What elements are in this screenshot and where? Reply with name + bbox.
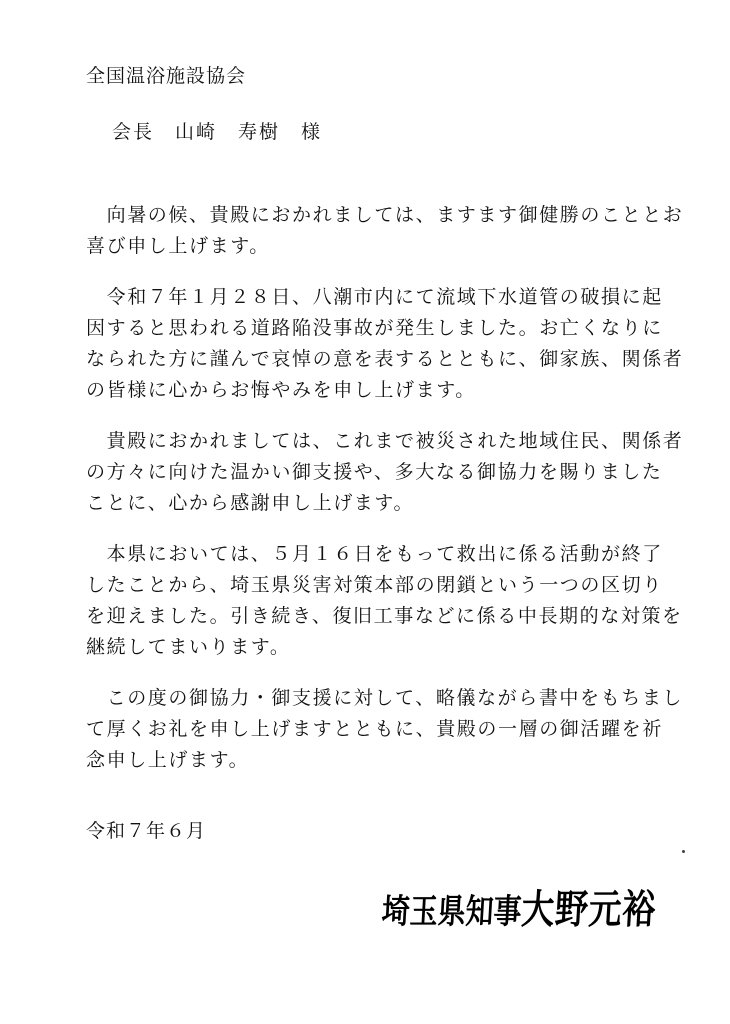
body-line: 貴殿におかれましては、これまで被災された地域住民、関係者 [86,430,684,452]
paragraph-greeting [86,200,686,262]
body-line: を迎えました。引き続き、復旧工事などに係る中長期的な対策を [86,605,683,627]
letter-date: 令和７年６月 [86,820,207,842]
body-line: 因すると思われる道路陥没事故が発生しました。お亡くなりに [86,317,663,339]
paragraph-incident [86,282,686,406]
body-line: 向暑の候、貴殿におかれましては、ますます御健勝のこととお [86,204,684,226]
paragraph-gratitude [86,426,686,519]
signature-title: 埼玉県知事 [380,892,523,932]
body-line: 喜び申し上げます。 [86,235,270,257]
body-line: 令和７年１月２８日、八潮市内にて流域下水道管の破損に起 [86,286,663,308]
body-line: て厚くお礼を申し上げますとともに、貴殿の一層の御活躍を祈 [86,718,663,740]
body-line: の方々に向けた温かい御支援や、多大なる御協力を賜りました [86,461,663,483]
paragraph-closing [86,683,686,776]
body-line: 念申し上げます。 [86,749,250,771]
body-line: この度の御協力・御支援に対して、略儀ながら書中をもちまし [86,687,684,709]
addressee-organization: 全国温浴施設協会 [86,65,247,87]
body-line: の皆様に心からお悔やみを申し上げます。 [86,379,476,401]
signature-name: 大野元裕 [520,886,658,933]
letter-body [86,200,686,796]
body-line: ことに、心から感謝申し上げます。 [86,492,415,514]
body-line: なられた方に謹んで哀悼の意を表するとともに、御家族、関係者 [86,348,684,370]
paragraph-status [86,539,686,663]
body-line: 継続してまいります。 [86,636,291,658]
body-line: 本県においては、５月１６日をもって救出に係る活動が終了 [86,543,663,565]
addressee-name: 会長 山崎 寿樹 様 [112,121,323,143]
body-line: したことから、埼玉県災害対策本部の閉鎖という一つの区切り [86,574,663,596]
signature [381,888,658,934]
scan-speck [682,850,685,853]
